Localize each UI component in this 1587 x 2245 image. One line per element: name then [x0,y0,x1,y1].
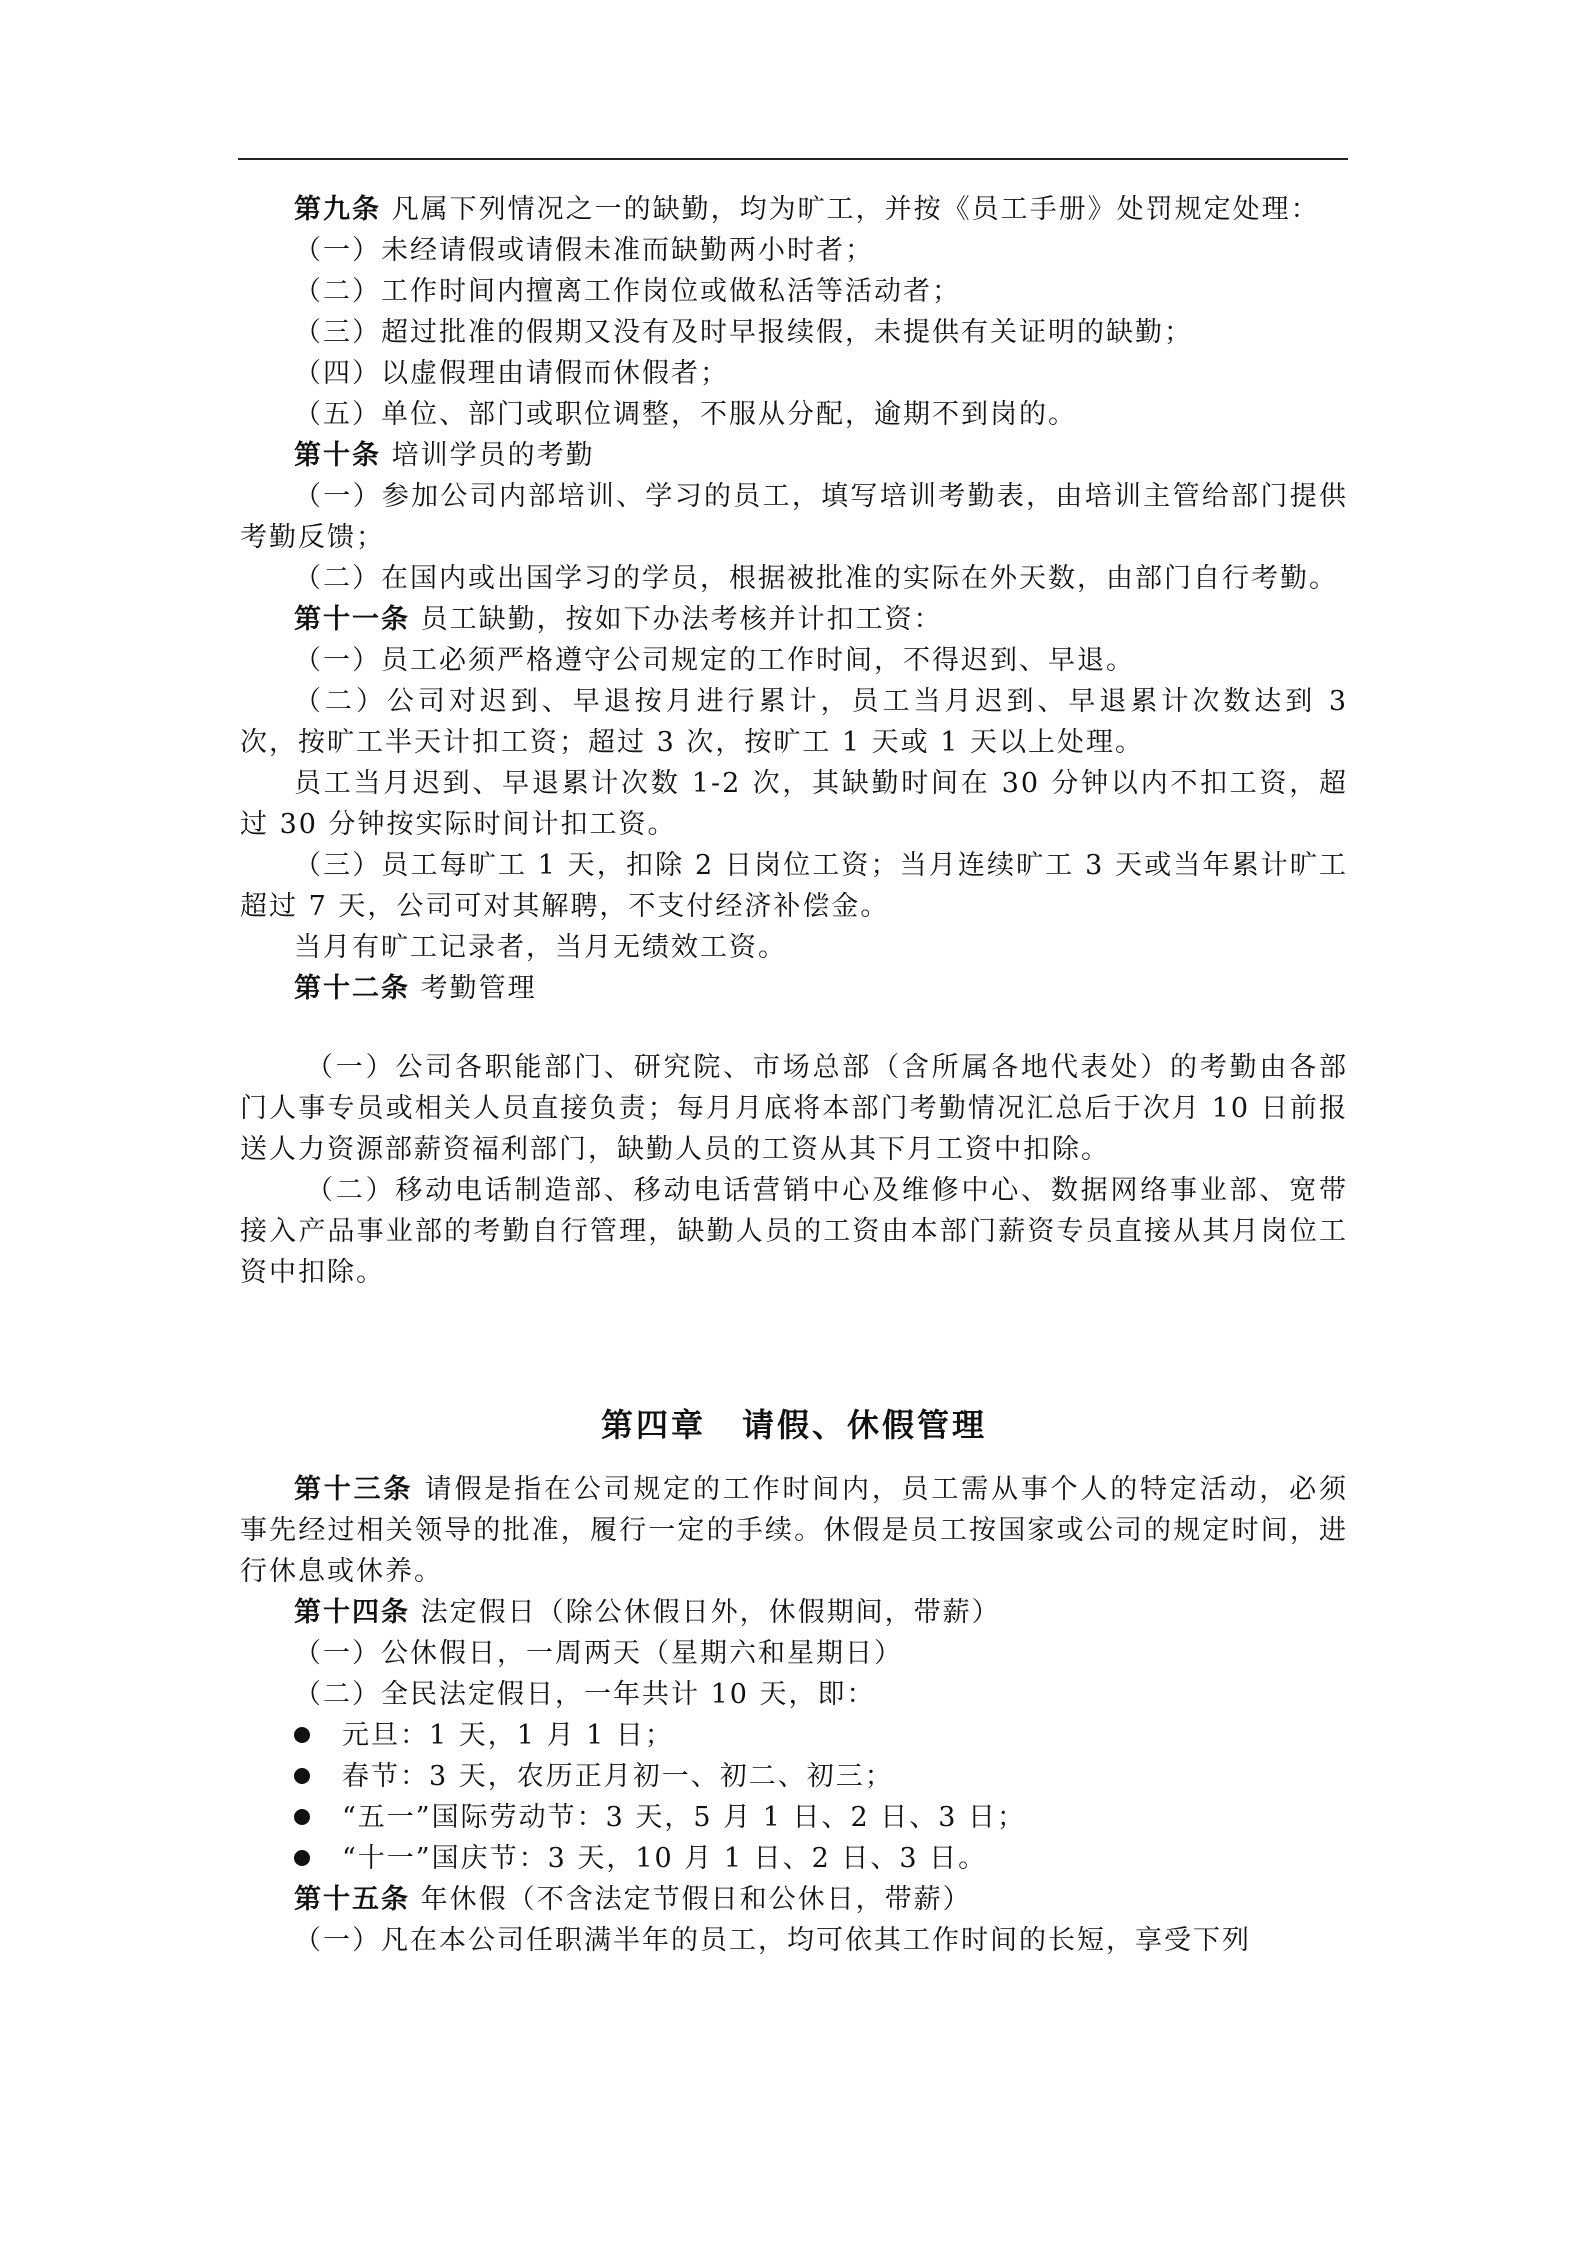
article-text: 法定假日（除公休假日外，休假期间，带薪） [410,1597,1001,1628]
article-9 [240,189,1348,230]
bullet-icon [294,1727,310,1743]
article-9-item-2: （二）工作时间内擅离工作岗位或做私活等活动者； [294,276,961,307]
article-label: 第十二条 [294,973,410,1004]
bullet-text: 春节：3 天，农历正月初一、初二、初三； [342,1761,894,1792]
article-text: 培训学员的考勤 [381,440,595,471]
article-label: 第十一条 [294,604,410,635]
article-label: 第十五条 [294,1884,410,1915]
article-14 [240,1592,1348,1633]
article-text: 凡属下列情况之一的缺勤，均为旷工，并按《员工手册》处罚规定处理： [381,194,1320,225]
article-9-item-5: （五）单位、部门或职位调整，不服从分配，逾期不到岗的。 [294,399,1077,430]
spacer [240,1009,1348,1047]
article-11 [240,599,1348,640]
article-14-item-1: （一）公休假日，一周两天（星期六和星期日） [294,1638,903,1669]
chapter-number: 第四章 [600,1406,706,1444]
article-11-item-3: 员工当月迟到、早退累计次数 1-2 次，其缺勤时间在 30 分钟以内不扣工资，超过 30 分钟按实际时间计扣工资。 [240,768,1348,840]
article-9-item-3: （三）超过批准的假期又没有及时早报续假，未提供有关证明的缺勤； [294,317,1193,348]
bullet-icon [294,1768,310,1784]
bullet-text: 元旦：1 天，1 月 1 日； [342,1720,674,1751]
article-11-item-5: 当月有旷工记录者，当月无绩效工资。 [294,932,787,963]
article-text: 年休假（不含法定节假日和公休日，带薪） [410,1884,972,1915]
bullet-text: “五一”国际劳动节：3 天，5 月 1 日、2 日、3 日； [342,1802,1026,1833]
holiday-bullet [240,1715,1348,1756]
article-label: 第十条 [294,440,381,471]
article-label: 第十三条 [294,1474,414,1505]
article-11-item-1: （一）员工必须严格遵守公司规定的工作时间，不得迟到、早退。 [294,645,1135,676]
article-10 [240,435,1348,476]
article-13 [240,1469,1348,1592]
article-9-item-1: （一）未经请假或请假未准而缺勤两小时者； [294,235,874,266]
article-12-item-2: （二）移动电话制造部、移动电话营销中心及维修中心、数据网络事业部、宽带接入产品事业部的考勤自行管理，缺勤人员的工资由本部门薪资专员直接从其月岗位工资中扣除。 [240,1175,1348,1288]
bullet-icon [294,1809,310,1825]
article-12 [240,968,1348,1009]
article-text: 员工缺勤，按如下办法考核并计扣工资： [410,604,943,635]
chapter-heading [240,1401,1348,1449]
bullet-text: “十一”国庆节：3 天，10 月 1 日、2 日、3 日。 [342,1843,988,1874]
article-9-item-4: （四）以虚假理由请假而休假者； [294,358,729,389]
article-10-item-1: （一）参加公司内部培训、学习的员工，填写培训考勤表，由培训主管给部门提供考勤反馈； [240,481,1348,553]
article-15 [240,1879,1348,1920]
chapter-title: 请假、休假管理 [742,1406,988,1444]
bullet-icon [294,1850,310,1866]
article-11-item-2: （二）公司对迟到、早退按月进行累计，员工当月迟到、早退累计次数达到 3 次，按旷工半天计扣工资；超过 3 次，按旷工 1 天或 1 天以上处理。 [240,686,1348,758]
holiday-bullet [240,1797,1348,1838]
article-text: 请假是指在公司规定的工作时间内，员工需从事个人的特定活动，必须事先经过相关领导的批准，履行一定的手续。休假是员工按国家或公司的规定时间，进行休息或休养。 [240,1474,1348,1587]
article-12-item-1: （一）公司各职能部门、研究院、市场总部（含所属各地代表处）的考勤由各部门人事专员或相关人员直接负责；每月月底将本部门考勤情况汇总后于次月 10 日前报送人力资源部薪资福利部门，缺勤人员的工资从其下月工资中扣除。 [240,1052,1348,1165]
article-label: 第九条 [294,194,381,225]
article-text: 考勤管理 [410,973,537,1004]
header-rule [238,158,1348,160]
article-14-item-2: （二）全民法定假日，一年共计 10 天，即： [294,1679,876,1710]
article-11-item-4: （三）员工每旷工 1 天，扣除 2 日岗位工资；当月连续旷工 3 天或当年累计旷工超过 7 天，公司可对其解聘，不支付经济补偿金。 [240,850,1348,922]
holiday-bullet [240,1756,1348,1797]
article-label: 第十四条 [294,1597,410,1628]
document-body [240,189,1348,1961]
holiday-bullet [240,1838,1348,1879]
article-15-item-1: （一）凡在本公司任职满半年的员工，均可依其工作时间的长短，享受下列 [294,1925,1251,1956]
article-10-item-2: （二）在国内或出国学习的学员，根据被批准的实际在外天数，由部门自行考勤。 [294,563,1338,594]
